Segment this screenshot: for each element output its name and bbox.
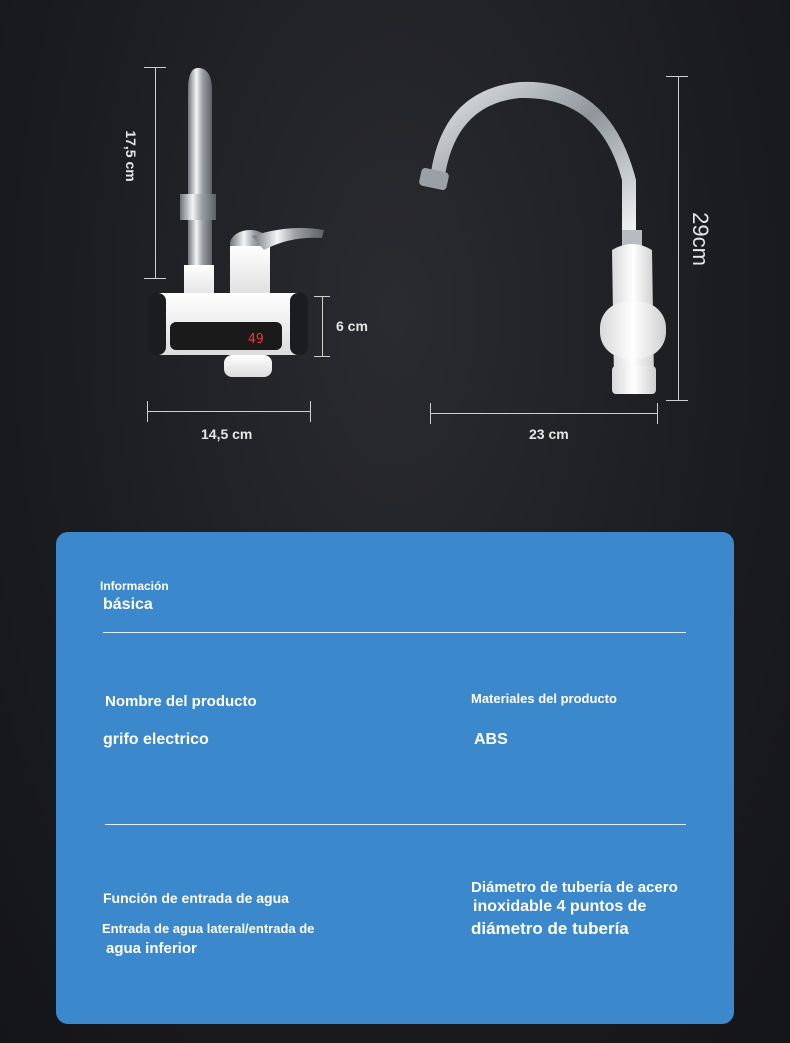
info-heading-line1: Información	[100, 579, 169, 593]
width-dim-tick-r-left	[310, 401, 311, 422]
info-heading-line2: básica	[103, 596, 153, 613]
product-name-value: grifo electrico	[103, 731, 209, 748]
materials-label: Materiales del producto	[471, 691, 617, 706]
width-dim-line-left	[147, 411, 311, 412]
faucet-front-illustration	[140, 60, 340, 390]
height-dim-label-left: 17,5 cm	[123, 130, 139, 182]
pipe-diameter-line1: Diámetro de tubería de acero	[471, 879, 678, 896]
pipe-diameter-line3: diámetro de tubería	[471, 919, 629, 938]
water-inlet-value-line2: agua inferior	[106, 940, 197, 957]
water-inlet-label: Función de entrada de agua	[103, 890, 289, 906]
height-dim-line-right	[678, 76, 679, 400]
height-dim-tick-bottom-right	[666, 400, 688, 401]
water-inlet-value-line1: Entrada de agua lateral/entrada de	[102, 921, 315, 936]
materials-value: ABS	[474, 731, 508, 748]
pipe-diameter-line2: inoxidable 4 puntos de	[473, 898, 647, 915]
width-dim-label-right: 23 cm	[529, 426, 569, 442]
separator-middle	[105, 824, 686, 825]
product-name-label: Nombre del producto	[105, 693, 257, 710]
product-info-card	[56, 532, 734, 1024]
width-dim-label-left: 14,5 cm	[201, 426, 253, 442]
body-height-label: 6 cm	[336, 318, 368, 334]
separator-top	[103, 632, 686, 633]
width-dim-tick-l-left	[147, 401, 148, 422]
width-dim-line-right	[430, 413, 658, 414]
width-dim-tick-l-right	[430, 403, 431, 424]
faucet-temp-display: 49	[248, 332, 264, 347]
height-dim-label-right: 29cm	[688, 212, 713, 266]
width-dim-tick-r-right	[657, 403, 658, 424]
faucet-side-illustration	[410, 70, 670, 400]
